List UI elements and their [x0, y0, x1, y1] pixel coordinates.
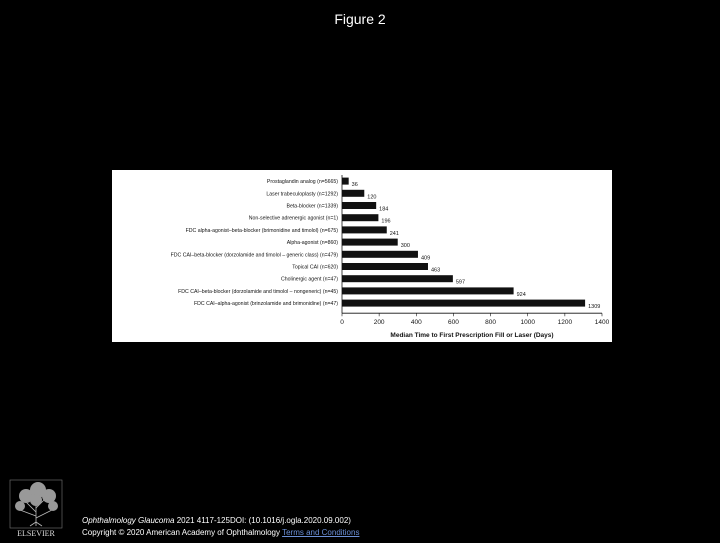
terms-link[interactable]: Terms and Conditions [282, 528, 360, 537]
category-label: Laser trabeculoplasty (n=1292) [266, 191, 338, 198]
data-label: 463 [430, 267, 441, 274]
bar [342, 190, 364, 197]
bar [342, 287, 514, 294]
data-label: 1309 [588, 304, 601, 311]
tree-icon [6, 476, 66, 538]
x-tick-label: 1200 [557, 319, 573, 327]
category-label: FDC CAI–beta-blocker (dorzolamide and timolol – nongeneric) (n=45) [178, 288, 338, 295]
category-label: Non-selective adrenergic agonist (n=1) [248, 215, 338, 222]
bar [342, 300, 585, 307]
data-label: 300 [400, 243, 410, 250]
x-axis-label: Median Time to First Prescription Fill or Laser (Days) [390, 332, 554, 340]
x-tick-label: 1400 [594, 319, 610, 327]
bar [342, 178, 349, 185]
citation-line [82, 515, 359, 527]
bar [342, 239, 398, 246]
copyright-text: Copyright © 2020 American Academy of Ophthalmology [82, 528, 283, 537]
category-label: FDC alpha-agonist–beta-blocker (brimonidine and timolol) (n=675) [185, 227, 338, 234]
x-tick-label: 0 [340, 319, 344, 327]
category-label: Cholinergic agent (n=47) [281, 276, 338, 283]
copyright-line [82, 527, 359, 539]
bar [342, 202, 376, 209]
bar [342, 214, 378, 221]
elsevier-logo [6, 476, 66, 538]
figure-panel [112, 170, 612, 342]
data-label: 924 [516, 291, 526, 298]
slide-title: Figure 2 [334, 11, 386, 27]
data-label: 196 [381, 218, 391, 225]
category-label: Beta-blocker (n=1339) [286, 203, 338, 210]
citation-block [82, 515, 359, 539]
category-label: Alpha-agonist (n=860) [286, 240, 338, 247]
category-label: Topical CAI (n=620) [292, 264, 338, 271]
data-label: 409 [420, 255, 431, 262]
data-label: 597 [455, 279, 466, 286]
data-label: 120 [367, 194, 377, 201]
publisher-wordmark: ELSEVIER [17, 529, 55, 538]
journal-name: Ophthalmology Glaucoma [82, 516, 175, 525]
x-tick-label: 600 [447, 319, 459, 327]
bar [342, 226, 387, 233]
bar [342, 275, 453, 282]
category-label: FDC CAI–beta-blocker (dorzolamide and timolol – generic class) (n=479) [170, 252, 338, 259]
data-label: 241 [389, 230, 399, 237]
citation-text: 2021 4117-125DOI: (10.1016/j.ogla.2020.09.002) [174, 516, 351, 525]
x-tick-label: 200 [373, 319, 385, 327]
bar [342, 263, 428, 270]
data-label: 36 [351, 182, 358, 189]
bar [342, 251, 418, 258]
x-tick-label: 400 [410, 319, 422, 327]
x-tick-label: 1000 [520, 319, 535, 327]
data-label: 184 [379, 206, 389, 213]
category-label: Prostaglandin analog (n=5665) [266, 179, 338, 186]
bar-chart [112, 170, 612, 342]
x-tick-label: 800 [485, 319, 497, 327]
category-label: FDC CAI–alpha-agonist (brinzolamide and brimonidine) (n=47) [193, 301, 338, 308]
